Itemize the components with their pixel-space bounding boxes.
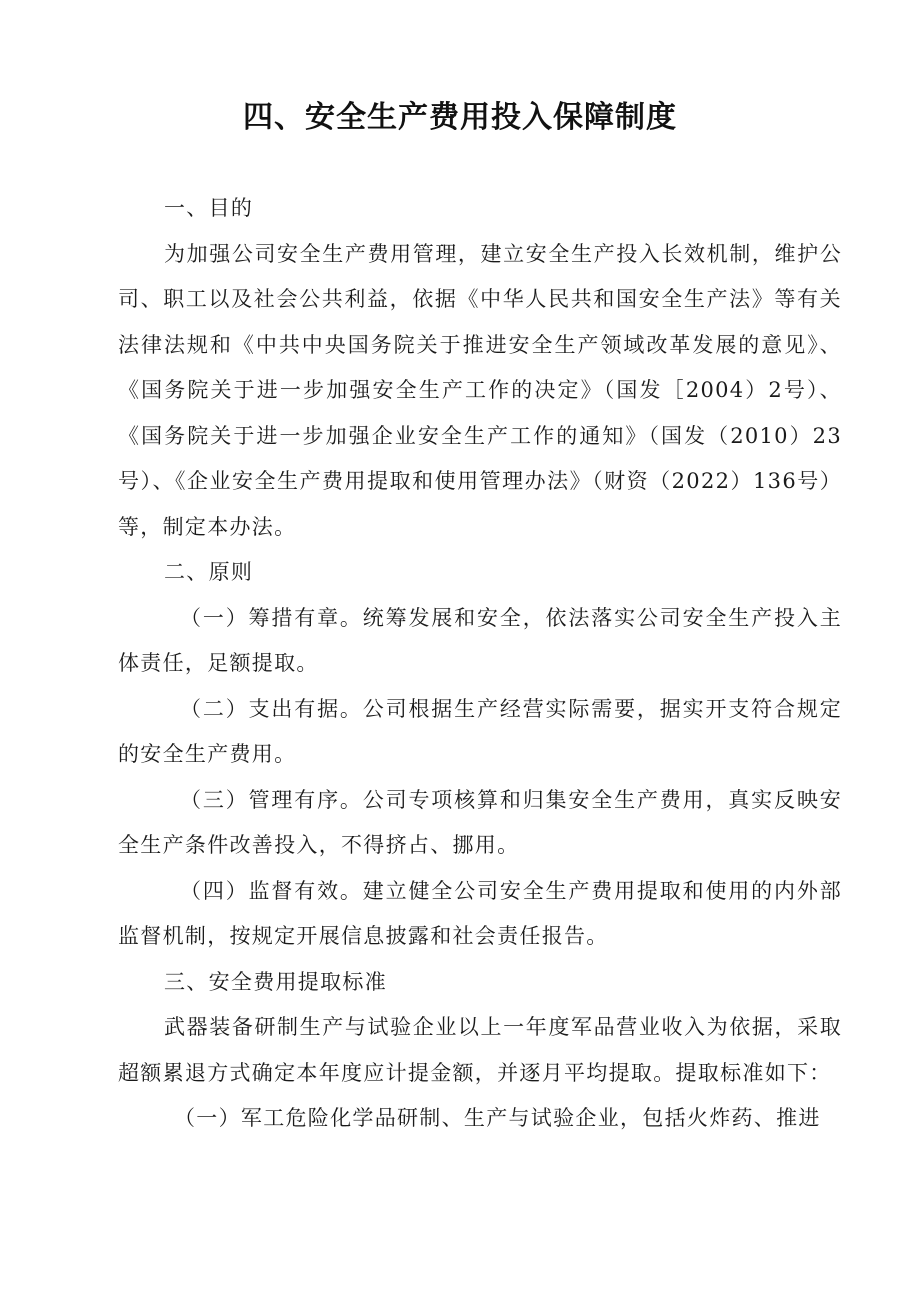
standards-item-1: （一）军工危险化学品研制、生产与试验企业，包括火炸药、推进: [174, 1106, 821, 1130]
document-body: [118, 186, 842, 1142]
section-heading-standards: 三、安全费用提取标准: [164, 969, 387, 994]
section-heading-purpose: 一、目的: [164, 196, 254, 220]
principle-item-1: （一）筹措有章。统筹发展和安全，依法落实公司安全生产投入主体责任，足额提取。: [118, 605, 842, 675]
principle-item-4: （四）监督有效。建立健全公司安全生产费用提取和使用的内外部监督机制，按规定开展信息披露和社会责任报告。: [118, 878, 842, 948]
section-heading-principles: 二、原则: [164, 560, 254, 584]
purpose-paragraph: 为加强公司安全生产费用管理，建立安全生产投入长效机制，维护公司、职工以及社会公共利益，依据《中华人民共和国安全生产法》等有关法律法规和《中共中央国务院关于推进安全生产领域改革发展的意见》、《国务院关于进一步加强安全生产工作的决定》（国发［2004）2号）、《国务院关于进一步加强企业安全生产工作的通知》（国发（2010）23号）、《企业安全生产费用提取和使用管理办法》（财资（2022）136号）等，制定本办法。: [118, 241, 842, 539]
principle-item-2: （二）支出有据。公司根据生产经营实际需要，据实开支符合规定的安全生产费用。: [118, 696, 842, 766]
principle-item-3: （三）管理有序。公司专项核算和归集安全生产费用，真实反映安全生产条件改善投入，不得挤占、挪用。: [118, 787, 842, 857]
document-title: 四、安全生产费用投入保障制度: [243, 100, 677, 135]
standards-paragraph: 武器装备研制生产与试验企业以上一年度军品营业收入为依据，采取超额累退方式确定本年度应计提金额，并逐月平均提取。提取标准如下：: [118, 1015, 842, 1085]
